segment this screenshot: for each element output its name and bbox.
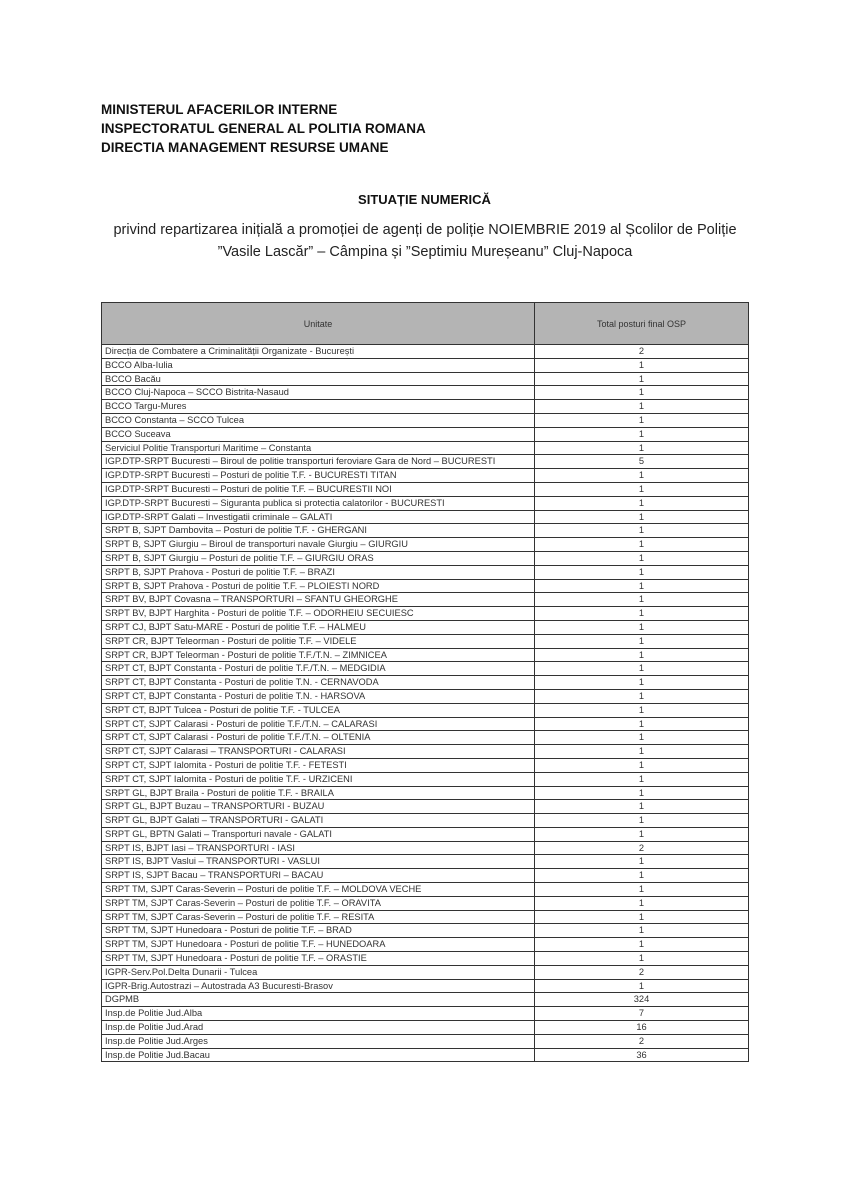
cell-unitate: Insp.de Politie Jud.Alba	[102, 1007, 535, 1021]
cell-total: 1	[535, 869, 749, 883]
cell-total: 1	[535, 524, 749, 538]
table-row	[102, 814, 749, 828]
cell-unitate: SRPT B, SJPT Prahova - Posturi de politie T.F. – BRAZI	[102, 565, 535, 579]
cell-unitate: SRPT BV, BJPT Harghita - Posturi de politie T.F. – ODORHEIU SECUIESC	[102, 607, 535, 621]
table-row	[102, 717, 749, 731]
cell-total: 2	[535, 345, 749, 359]
cell-unitate: BCCO Suceava	[102, 427, 535, 441]
cell-total: 16	[535, 1021, 749, 1035]
column-header-total: Total posturi final OSP	[535, 303, 749, 345]
cell-unitate: IGP.DTP-SRPT Galati – Investigatii criminale – GALATI	[102, 510, 535, 524]
cell-total: 1	[535, 538, 749, 552]
cell-unitate: SRPT B, SJPT Giurgiu – Posturi de politie T.F. – GIURGIU ORAS	[102, 551, 535, 565]
table-row	[102, 469, 749, 483]
cell-total: 1	[535, 952, 749, 966]
table-row	[102, 455, 749, 469]
table-row	[102, 482, 749, 496]
cell-unitate: BCCO Cluj-Napoca – SCCO Bistrita-Nasaud	[102, 386, 535, 400]
cell-total: 324	[535, 993, 749, 1007]
cell-unitate: SRPT GL, BJPT Galati – TRANSPORTURI - GALATI	[102, 814, 535, 828]
cell-unitate: IGP.DTP-SRPT Bucuresti – Posturi de politie T.F. - BUCURESTI TITAN	[102, 469, 535, 483]
table-row	[102, 800, 749, 814]
table-row	[102, 786, 749, 800]
cell-total: 1	[535, 469, 749, 483]
cell-unitate: SRPT IS, BJPT Vaslui – TRANSPORTURI - VASLUI	[102, 855, 535, 869]
table-row	[102, 579, 749, 593]
cell-unitate: SRPT CR, BJPT Teleorman - Posturi de politie T.F./T.N. – ZIMNICEA	[102, 648, 535, 662]
cell-total: 1	[535, 676, 749, 690]
cell-total: 7	[535, 1007, 749, 1021]
table-row	[102, 869, 749, 883]
cell-total: 1	[535, 427, 749, 441]
table-row	[102, 731, 749, 745]
table-row	[102, 772, 749, 786]
table-row	[102, 924, 749, 938]
table-row	[102, 607, 749, 621]
cell-unitate: BCCO Bacău	[102, 372, 535, 386]
cell-unitate: SRPT BV, BJPT Covasna – TRANSPORTURI – SFANTU GHEORGHE	[102, 593, 535, 607]
cell-total: 1	[535, 400, 749, 414]
cell-total: 1	[535, 979, 749, 993]
table-row	[102, 938, 749, 952]
cell-total: 1	[535, 883, 749, 897]
cell-unitate: IGP.DTP-SRPT Bucuresti – Biroul de politie transporturi feroviare Gara de Nord – BUCURESTI	[102, 455, 535, 469]
cell-total: 1	[535, 786, 749, 800]
table-row	[102, 965, 749, 979]
cell-unitate: SRPT CT, BJPT Constanta - Posturi de politie T.N. - HARSOVA	[102, 689, 535, 703]
cell-unitate: BCCO Targu-Mures	[102, 400, 535, 414]
cell-total: 1	[535, 565, 749, 579]
organization-header	[101, 100, 426, 157]
cell-total: 36	[535, 1048, 749, 1062]
table-header-row	[102, 303, 749, 345]
cell-unitate: DGPMB	[102, 993, 535, 1007]
cell-unitate: SRPT B, SJPT Prahova - Posturi de politie T.F. – PLOIESTI NORD	[102, 579, 535, 593]
cell-total: 1	[535, 924, 749, 938]
table-row	[102, 634, 749, 648]
table-row	[102, 620, 749, 634]
cell-total: 1	[535, 386, 749, 400]
cell-total: 1	[535, 745, 749, 759]
table-row	[102, 662, 749, 676]
cell-unitate: SRPT IS, SJPT Bacau – TRANSPORTURI – BACAU	[102, 869, 535, 883]
cell-unitate: SRPT CT, BJPT Constanta - Posturi de politie T.N. - CERNAVODA	[102, 676, 535, 690]
table-row	[102, 551, 749, 565]
cell-total: 1	[535, 772, 749, 786]
table-row	[102, 648, 749, 662]
table-row	[102, 358, 749, 372]
cell-unitate: SRPT TM, SJPT Hunedoara - Posturi de politie T.F. – BRAD	[102, 924, 535, 938]
cell-total: 1	[535, 413, 749, 427]
cell-unitate: SRPT CT, SJPT Calarasi - Posturi de politie T.F./T.N. – OLTENIA	[102, 731, 535, 745]
cell-unitate: SRPT CJ, BJPT Satu-MARE - Posturi de politie T.F. – HALMEU	[102, 620, 535, 634]
cell-unitate: Serviciul Politie Transporturi Maritime – Constanta	[102, 441, 535, 455]
cell-total: 1	[535, 551, 749, 565]
table-row	[102, 979, 749, 993]
cell-total: 1	[535, 372, 749, 386]
table-row	[102, 703, 749, 717]
cell-unitate: SRPT CT, SJPT Calarasi - Posturi de politie T.F./T.N. – CALARASI	[102, 717, 535, 731]
org-line: INSPECTORATUL GENERAL AL POLITIA ROMANA	[101, 121, 426, 136]
cell-total: 1	[535, 689, 749, 703]
cell-total: 1	[535, 731, 749, 745]
cell-unitate: Direcția de Combatere a Criminalității Organizate - București	[102, 345, 535, 359]
cell-unitate: IGP.DTP-SRPT Bucuresti – Posturi de politie T.F. – BUCURESTII NOI	[102, 482, 535, 496]
cell-total: 2	[535, 841, 749, 855]
cell-total: 1	[535, 579, 749, 593]
cell-unitate: SRPT GL, BPTN Galati – Transporturi navale - GALATI	[102, 827, 535, 841]
cell-unitate: SRPT CT, SJPT Ialomita - Posturi de politie T.F. - URZICENI	[102, 772, 535, 786]
table-row	[102, 758, 749, 772]
table-row	[102, 993, 749, 1007]
table-row	[102, 510, 749, 524]
cell-total: 1	[535, 827, 749, 841]
cell-unitate: IGPR-Serv.Pol.Delta Dunarii - Tulcea	[102, 965, 535, 979]
table-row	[102, 593, 749, 607]
table-row	[102, 441, 749, 455]
table-row	[102, 1048, 749, 1062]
document-title: SITUAȚIE NUMERICĂ	[358, 192, 491, 207]
table-row	[102, 689, 749, 703]
table-row	[102, 745, 749, 759]
cell-unitate: SRPT CT, BJPT Tulcea - Posturi de politie T.F. - TULCEA	[102, 703, 535, 717]
cell-total: 1	[535, 496, 749, 510]
cell-unitate: BCCO Alba-Iulia	[102, 358, 535, 372]
table-row	[102, 676, 749, 690]
cell-unitate: SRPT TM, SJPT Caras-Severin – Posturi de politie T.F. – MOLDOVA VECHE	[102, 883, 535, 897]
cell-total: 1	[535, 662, 749, 676]
table-row	[102, 952, 749, 966]
cell-unitate: IGPR-Brig.Autostrazi – Autostrada A3 Bucuresti-Brasov	[102, 979, 535, 993]
cell-total: 1	[535, 620, 749, 634]
table-row	[102, 345, 749, 359]
org-line: MINISTERUL AFACERILOR INTERNE	[101, 102, 338, 117]
cell-unitate: IGP.DTP-SRPT Bucuresti – Siguranta publica si protectia calatorilor - BUCURESTI	[102, 496, 535, 510]
cell-unitate: SRPT CT, SJPT Ialomita - Posturi de politie T.F. - FETESTI	[102, 758, 535, 772]
cell-total: 1	[535, 717, 749, 731]
cell-total: 1	[535, 593, 749, 607]
table-row	[102, 1021, 749, 1035]
table-row	[102, 896, 749, 910]
cell-total: 5	[535, 455, 749, 469]
cell-total: 1	[535, 703, 749, 717]
document-subtitle: privind repartizarea inițială a promoției de agenți de poliție NOIEMBRIE 2019 al Școlilor de Poliție ”Vasile Lascăr” – Câmpina și ”Septimiu Mureșeanu” Cluj-Napoca	[113, 222, 737, 260]
cell-total: 1	[535, 800, 749, 814]
cell-total: 1	[535, 634, 749, 648]
cell-total: 1	[535, 814, 749, 828]
cell-total: 1	[535, 441, 749, 455]
cell-unitate: SRPT GL, BJPT Buzau – TRANSPORTURI - BUZAU	[102, 800, 535, 814]
cell-unitate: SRPT CT, SJPT Calarasi – TRANSPORTURI - CALARASI	[102, 745, 535, 759]
table-row	[102, 841, 749, 855]
allocation-table	[101, 302, 749, 1062]
cell-unitate: SRPT B, SJPT Giurgiu – Biroul de transporturi navale Giurgiu – GIURGIU	[102, 538, 535, 552]
table-row	[102, 427, 749, 441]
table-row	[102, 910, 749, 924]
cell-unitate: Insp.de Politie Jud.Arges	[102, 1034, 535, 1048]
cell-total: 2	[535, 965, 749, 979]
cell-total: 1	[535, 510, 749, 524]
table-row	[102, 1007, 749, 1021]
table-row	[102, 565, 749, 579]
cell-total: 1	[535, 648, 749, 662]
cell-total: 1	[535, 938, 749, 952]
cell-total: 1	[535, 482, 749, 496]
cell-total: 1	[535, 855, 749, 869]
table-row	[102, 386, 749, 400]
cell-total: 1	[535, 910, 749, 924]
table-row	[102, 1034, 749, 1048]
cell-unitate: SRPT IS, BJPT Iasi – TRANSPORTURI - IASI	[102, 841, 535, 855]
cell-unitate: SRPT TM, SJPT Hunedoara - Posturi de politie T.F. – ORASTIE	[102, 952, 535, 966]
cell-unitate: Insp.de Politie Jud.Bacau	[102, 1048, 535, 1062]
cell-unitate: Insp.de Politie Jud.Arad	[102, 1021, 535, 1035]
cell-unitate: SRPT TM, SJPT Caras-Severin – Posturi de politie T.F. – ORAVITA	[102, 896, 535, 910]
cell-unitate: SRPT TM, SJPT Caras-Severin – Posturi de politie T.F. – RESITA	[102, 910, 535, 924]
cell-unitate: SRPT B, SJPT Dambovita – Posturi de politie T.F. - GHERGANI	[102, 524, 535, 538]
table-row	[102, 827, 749, 841]
cell-unitate: SRPT CT, BJPT Constanta - Posturi de politie T.F./T.N. – MEDGIDIA	[102, 662, 535, 676]
cell-unitate: SRPT TM, SJPT Hunedoara - Posturi de politie T.F. – HUNEDOARA	[102, 938, 535, 952]
table-row	[102, 372, 749, 386]
table-row	[102, 855, 749, 869]
table-row	[102, 400, 749, 414]
table-row	[102, 496, 749, 510]
table-row	[102, 883, 749, 897]
cell-total: 1	[535, 358, 749, 372]
table-row	[102, 413, 749, 427]
column-header-unitate: Unitate	[102, 303, 535, 345]
cell-unitate: SRPT CR, BJPT Teleorman - Posturi de politie T.F. – VIDELE	[102, 634, 535, 648]
cell-total: 1	[535, 607, 749, 621]
org-line: DIRECTIA MANAGEMENT RESURSE UMANE	[101, 140, 389, 155]
cell-total: 1	[535, 896, 749, 910]
table-row	[102, 538, 749, 552]
cell-total: 1	[535, 758, 749, 772]
cell-total: 2	[535, 1034, 749, 1048]
cell-unitate: SRPT GL, BJPT Braila - Posturi de politie T.F. - BRAILA	[102, 786, 535, 800]
cell-unitate: BCCO Constanta – SCCO Tulcea	[102, 413, 535, 427]
table-row	[102, 524, 749, 538]
